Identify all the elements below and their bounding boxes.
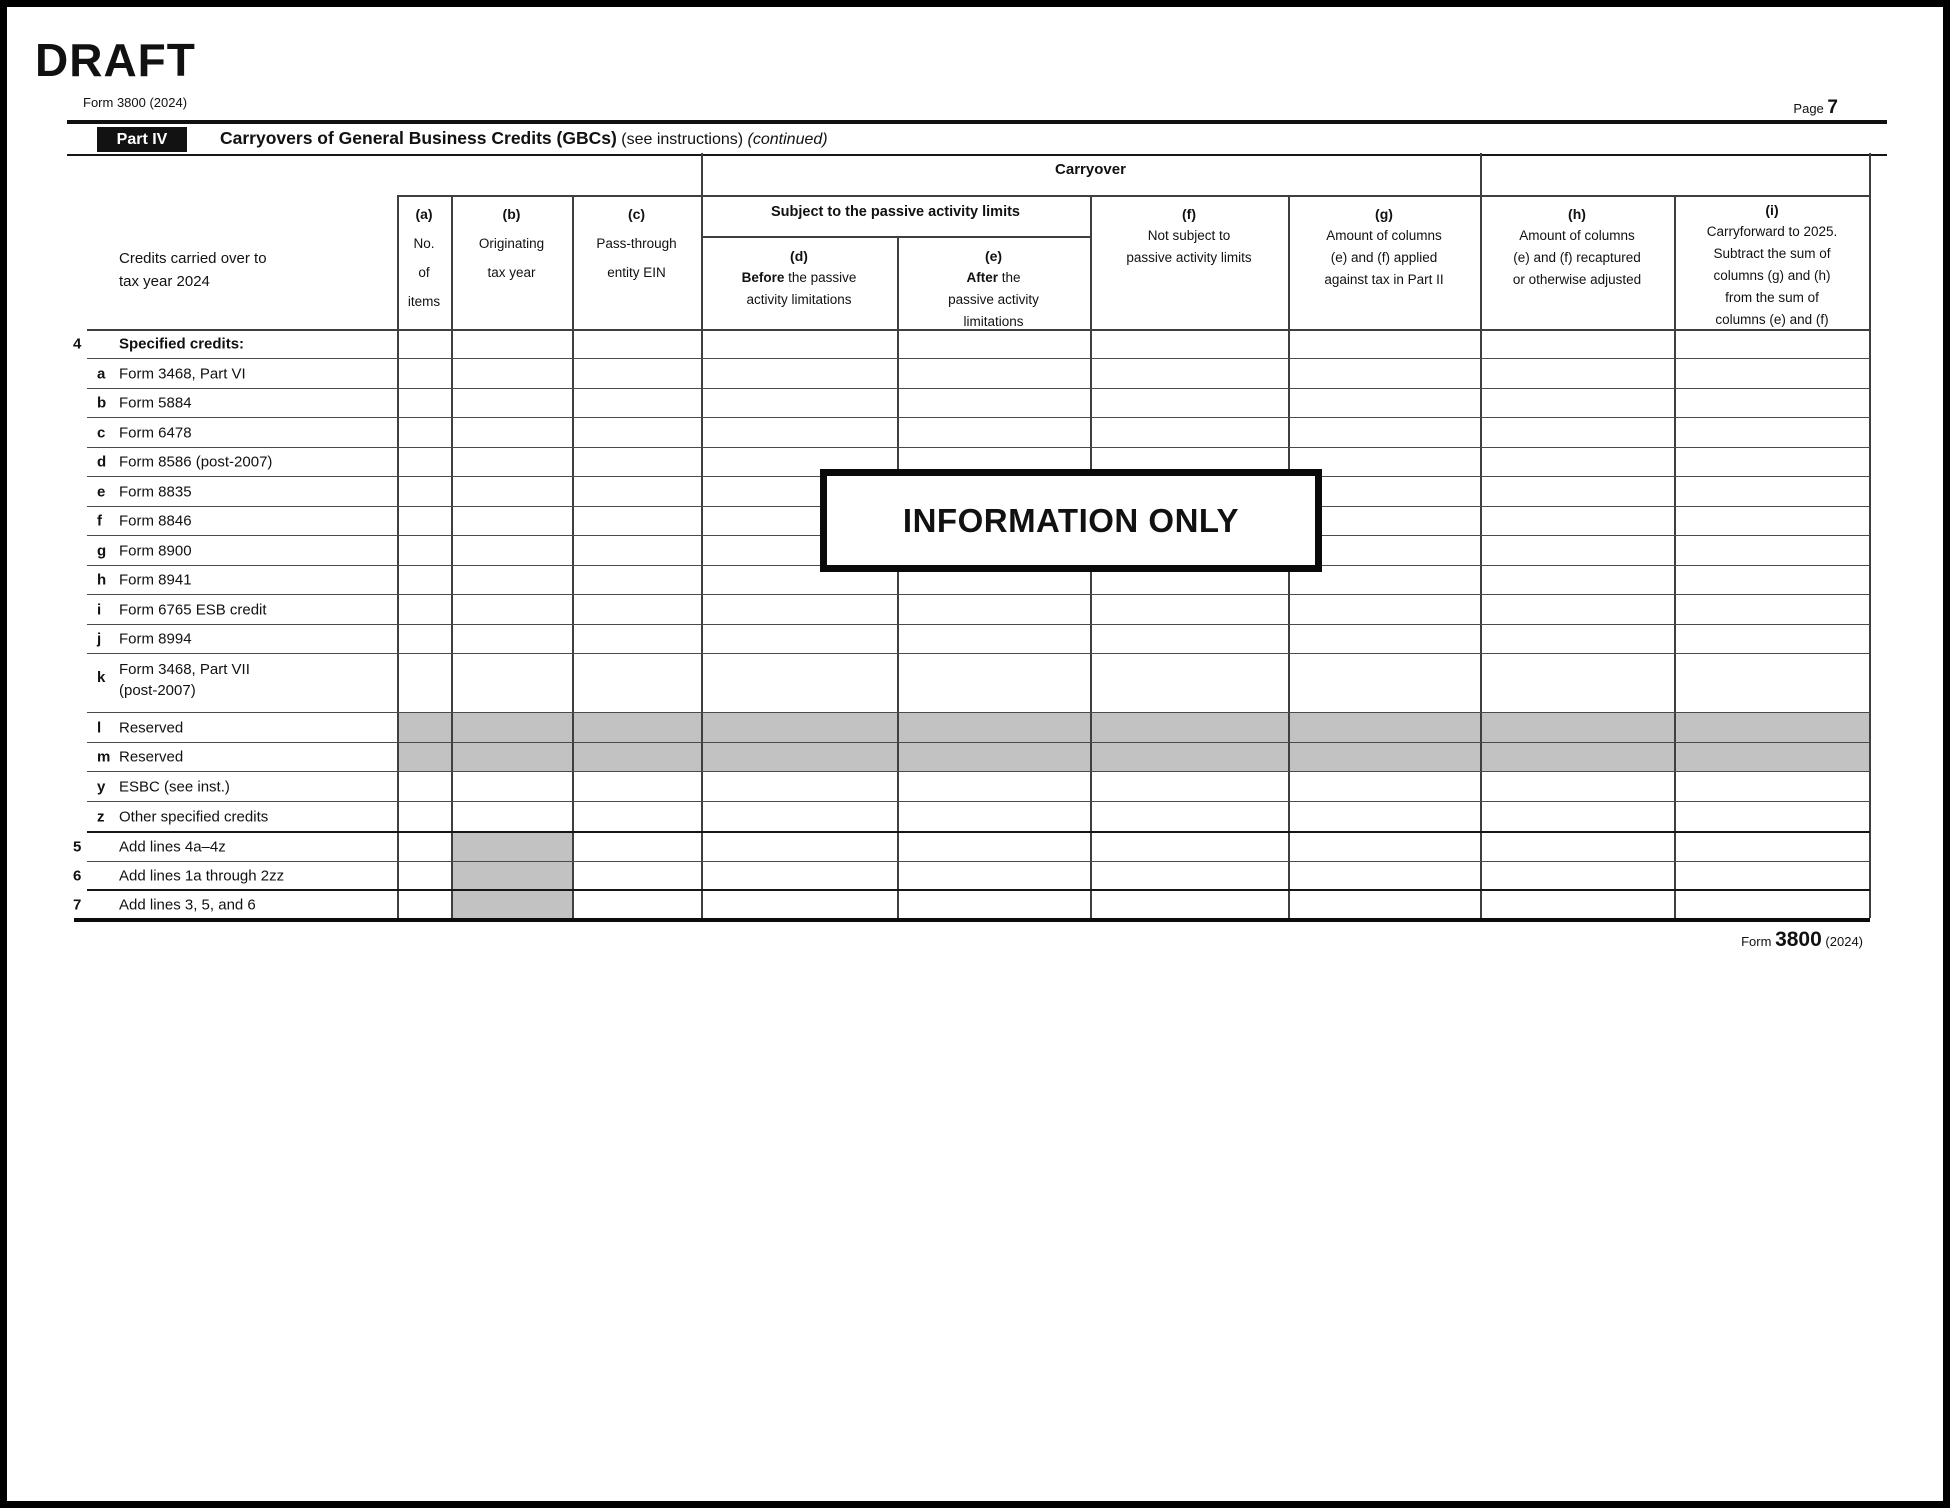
grid-hline-header-top: [397, 195, 1870, 197]
col-header-c: [572, 200, 701, 287]
part-iv-title-text: Carryovers of General Business Credits (GBCs): [220, 128, 617, 148]
row-label: Other specified credits: [119, 808, 269, 825]
row-label: Form 8941: [119, 571, 192, 589]
page-number-value: 7: [1827, 97, 1838, 118]
row-letter: a: [97, 365, 106, 382]
table-row-4l-reserved: [87, 713, 1870, 743]
row-letter: i: [97, 601, 102, 618]
col-header-g: [1288, 203, 1480, 291]
col-f-line2: passive activity limits: [1126, 250, 1252, 265]
footer-form-year: (2024): [1825, 934, 1863, 949]
grid-hline-subject-bottom: [701, 236, 1090, 238]
row-number: 7: [73, 896, 82, 913]
table-row-4a: [87, 359, 1870, 389]
row-label: Form 8900: [119, 542, 192, 559]
row-label: Specified credits:: [119, 335, 245, 353]
row-label: ESBC (see inst.): [119, 778, 230, 795]
page-number: [1793, 97, 1838, 119]
col-i-line5: columns (e) and (f): [1715, 312, 1829, 327]
col-a-line2: of: [418, 265, 430, 280]
table-row-5: [73, 833, 1870, 862]
table-row-4i: [87, 595, 1870, 625]
row-letter: j: [97, 630, 102, 648]
row-number: 6: [73, 867, 82, 884]
col-e-line1: [897, 267, 1090, 289]
footer-form-word: Form: [1741, 934, 1772, 949]
col-e-line2: passive activity: [948, 292, 1039, 307]
col-header-b: [451, 200, 572, 287]
continued-text: (continued): [747, 131, 828, 148]
col-header-h: [1480, 203, 1674, 291]
table-row-4b: [87, 389, 1870, 418]
row-label: Add lines 1a through 2zz: [119, 867, 285, 884]
row-label: Form 5884: [119, 394, 192, 412]
col-c-line2: entity EIN: [607, 265, 666, 280]
see-instructions-text: (see instructions): [621, 131, 744, 148]
col-c-tag: (c): [627, 206, 646, 222]
col-i-line1: Carryforward to 2025.: [1706, 224, 1838, 239]
col-e-rest: the: [997, 270, 1021, 285]
col-header-f: [1090, 203, 1288, 269]
col-d-line2: activity limitations: [746, 292, 852, 307]
col-d-rest: the passive: [784, 270, 857, 285]
information-only-stamp: INFORMATION ONLY: [820, 469, 1322, 572]
row-label: Form 8994: [119, 630, 192, 648]
col-i-line4: from the sum of: [1725, 290, 1819, 305]
table-row-4m-reserved: [87, 743, 1870, 772]
col-i-tag: (i): [1765, 202, 1779, 218]
page-word: Page: [1793, 101, 1824, 116]
table-row-4y: [87, 772, 1870, 802]
grid-hline-table-bottom: [74, 918, 1870, 922]
col-b-tag: (b): [502, 206, 521, 222]
row-label: Form 8586 (post-2007): [119, 453, 273, 471]
col-d-tag: (d): [790, 248, 808, 264]
carryover-group-header: Carryover: [1055, 161, 1126, 178]
row-label: Reserved: [119, 719, 184, 736]
subject-group-header: Subject to the passive activity limits: [771, 204, 1020, 220]
credits-carried-label: [119, 247, 267, 293]
col-a-line3: items: [407, 294, 441, 309]
row-label: Form 6478: [119, 424, 192, 441]
table-row-6: [73, 862, 1870, 891]
table-row-4k: [87, 654, 1870, 713]
row-letter: c: [97, 424, 106, 441]
row-number: 4: [73, 335, 82, 353]
draft-watermark: DRAFT: [35, 34, 196, 86]
col-a-line1: No.: [413, 236, 435, 251]
credits-carried-line2: tax year 2024: [119, 273, 210, 290]
col-d-line1: [701, 267, 897, 289]
row-letter: l: [97, 719, 102, 736]
col-g-line1: Amount of columns: [1326, 228, 1442, 243]
table-row-4j: [87, 625, 1870, 654]
row-label: Add lines 4a–4z: [119, 838, 226, 856]
part-iv-title: [220, 128, 828, 149]
col-f-tag: (f): [1182, 206, 1196, 222]
table-row-7: [73, 891, 1870, 918]
col-a-tag: (a): [415, 206, 433, 222]
row-letter: z: [97, 808, 105, 825]
row-label: Form 6765 ESB credit: [119, 601, 267, 618]
col-header-e: [897, 245, 1090, 333]
col-e-tag: (e): [984, 248, 1003, 264]
footer-form-id: [1741, 928, 1863, 952]
col-e-line3: limitations: [963, 314, 1024, 329]
credits-carried-line1: Credits carried over to: [119, 250, 267, 267]
row-letter: d: [97, 453, 107, 471]
row-label: Form 8846: [119, 512, 192, 530]
row-letter: m: [97, 748, 111, 766]
part-iv-band: [67, 124, 1887, 156]
col-header-a: [397, 200, 451, 316]
row-letter: f: [97, 512, 102, 530]
col-f-line1: Not subject to: [1147, 228, 1231, 243]
table-row-4c: [87, 418, 1870, 448]
col-b-line2: tax year: [487, 265, 536, 280]
row-letter: h: [97, 571, 107, 589]
row-label: Reserved: [119, 748, 184, 766]
col-d-bold-word: Before: [741, 270, 785, 285]
row-letter: g: [97, 542, 107, 559]
row-label: Form 8835: [119, 483, 192, 500]
col-g-tag: (g): [1375, 206, 1393, 222]
row-letter: b: [97, 394, 107, 412]
row-letter: k: [97, 669, 106, 686]
row-label: Form 3468, Part VI: [119, 365, 246, 382]
col-c-line1: Pass-through: [596, 236, 677, 251]
row-label: Add lines 3, 5, and 6: [119, 896, 256, 913]
table-row-4z: [87, 802, 1870, 833]
col-header-d: [701, 245, 897, 311]
col-h-line3: or otherwise adjusted: [1512, 272, 1642, 287]
col-i-line2: Subtract the sum of: [1713, 246, 1831, 261]
part-iv-chip: Part IV: [97, 127, 187, 152]
table-row-4: [73, 330, 1870, 359]
form-id-header: Form 3800 (2024): [83, 95, 188, 110]
row-letter: e: [97, 483, 106, 500]
col-b-line1: Originating: [478, 236, 545, 251]
col-h-line2: (e) and (f) recaptured: [1513, 250, 1641, 265]
col-g-line3: against tax in Part II: [1324, 272, 1444, 287]
col-e-bold-word: After: [966, 270, 998, 285]
row-label: Form 3468, Part VII: [119, 661, 250, 678]
col-h-tag: (h): [1568, 206, 1586, 222]
col-header-i: [1674, 199, 1870, 331]
row-number: 5: [73, 838, 82, 856]
row-label-line2: (post-2007): [119, 682, 196, 699]
col-h-line1: Amount of columns: [1519, 228, 1635, 243]
footer-form-number: 3800: [1775, 928, 1822, 951]
row-letter: y: [97, 778, 106, 795]
col-g-line2: (e) and (f) applied: [1330, 250, 1438, 265]
col-i-line3: columns (g) and (h): [1713, 268, 1831, 283]
